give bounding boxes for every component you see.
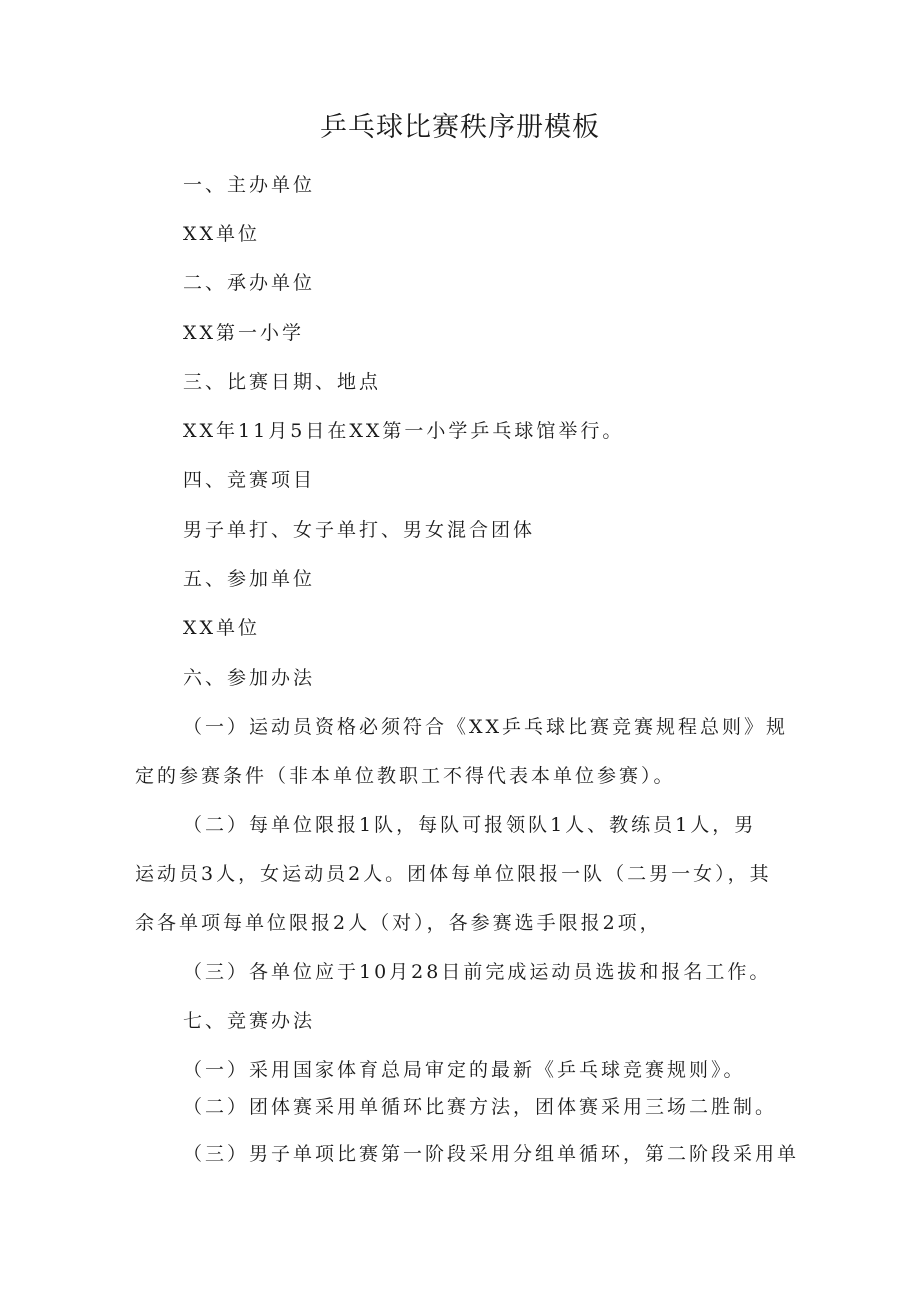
paragraph-line: 定的参赛条件（非本单位教职工不得代表本单位参赛）。 xyxy=(135,765,676,787)
paragraph-line: （一）采用国家体育总局审定的最新《乒乓球竞赛规则》。 xyxy=(183,1059,746,1081)
section-heading-participants: 五、参加单位 xyxy=(183,568,316,590)
paragraph-line: 余各单项每单位限报2人（对），各参赛选手限报2项， xyxy=(135,912,662,934)
paragraph-line: （二）每单位限报1队，每队可报领队1人、教练员1人，男 xyxy=(183,814,757,836)
paragraph-line: 运动员3人，女运动员2人。团体每单位限报一队（二男一女），其 xyxy=(135,863,772,885)
section-heading-competition: 七、竞赛办法 xyxy=(183,1010,316,1032)
section-heading-organizer: 一、主办单位 xyxy=(183,174,316,196)
paragraph-date-venue: XX年11月5日在XX第一小学乒乓球馆举行。 xyxy=(183,420,625,442)
paragraph-line: （二）团体赛采用单循环比赛方法，团体赛采用三场二胜制。 xyxy=(183,1096,778,1118)
paragraph-participants: XX单位 xyxy=(183,617,261,639)
paragraph-line: （三）男子单项比赛第一阶段采用分组单循环，第二阶段采用单 xyxy=(183,1143,800,1165)
section-heading-events: 四、竞赛项目 xyxy=(183,469,316,491)
page-title: 乒乓球比赛秩序册模板 xyxy=(320,112,600,143)
section-heading-host: 二、承办单位 xyxy=(183,272,316,294)
section-heading-date-venue: 三、比赛日期、地点 xyxy=(183,371,382,393)
paragraph-line: （三）各单位应于10月28日前完成运动员选拔和报名工作。 xyxy=(183,961,772,983)
paragraph-line: （一）运动员资格必须符合《XX乒乓球比赛竞赛规程总则》规 xyxy=(183,716,789,738)
paragraph-events: 男子单打、女子单打、男女混合团体 xyxy=(183,519,536,541)
section-heading-participation: 六、参加办法 xyxy=(183,667,316,689)
paragraph-organizer: XX单位 xyxy=(183,223,261,245)
paragraph-host: XX第一小学 xyxy=(183,322,305,344)
